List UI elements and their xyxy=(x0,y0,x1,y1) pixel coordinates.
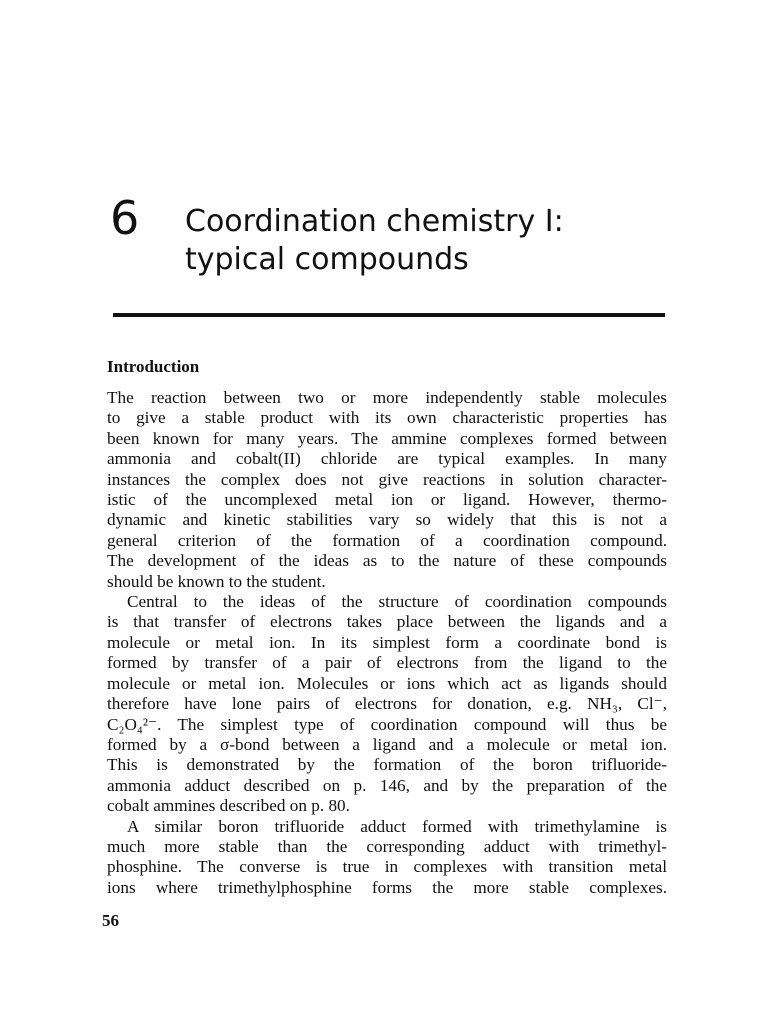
text-line: is that transfer of electrons takes place between the ligands and a xyxy=(107,612,667,632)
page-number: 56 xyxy=(102,911,119,930)
text-line: A similar boron trifluoride adduct formed with trimethylamine is xyxy=(127,816,667,836)
text-line: ammonia adduct described on p. 146, and by the preparation of the xyxy=(107,775,667,795)
text-line: cobalt ammines described on p. 80. xyxy=(107,796,350,816)
text-line: instances the complex does not give reactions in solution character- xyxy=(107,469,667,489)
text-line: dynamic and kinetic stabilities vary so widely that this is not a xyxy=(107,510,667,530)
text-line: should be known to the student. xyxy=(107,571,326,591)
text-line: to give a stable product with its own characteristic properties has xyxy=(107,408,667,428)
text-line: The development of the ideas as to the nature of these compounds xyxy=(107,551,667,571)
text-line: formed by transfer of a pair of electrons from the ligand to the xyxy=(107,653,667,673)
text-line: molecule or metal ion. Molecules or ions which act as ligands should xyxy=(107,673,667,693)
title-rule xyxy=(113,313,665,317)
text-line: The reaction between two or more independently stable molecules xyxy=(107,388,667,407)
text-line: much more stable than the corresponding adduct with trimethyl- xyxy=(107,836,667,856)
chapter-title-line: typical compounds xyxy=(185,242,469,277)
text-line: ammonia and cobalt(II) chloride are typical examples. In many xyxy=(107,449,667,469)
text-line: been known for many years. The ammine complexes formed between xyxy=(107,428,667,448)
chapter-title-line: Coordination chemistry I: xyxy=(185,204,564,239)
section-heading: Introduction xyxy=(107,357,200,376)
text-line: ions where trimethylphosphine forms the more stable complexes. xyxy=(107,877,667,897)
text-line: therefore have lone pairs of electrons for donation, e.g. NH₃, Cl⁻, xyxy=(107,694,667,714)
text-line: phosphine. The converse is true in complexes with transition metal xyxy=(107,857,667,877)
chapter-title xyxy=(185,203,564,279)
chapter-number: 6 xyxy=(110,191,140,245)
text-line: general criterion of the formation of a coordination compound. xyxy=(107,530,667,550)
text-line: This is demonstrated by the formation of the boron trifluoride- xyxy=(107,755,667,775)
body-text xyxy=(107,388,667,898)
text-line: C₂O₄²⁻. The simplest type of coordination compound will thus be xyxy=(107,714,667,734)
text-line: molecule or metal ion. In its simplest form a coordinate bond is xyxy=(107,632,667,652)
text-line: formed by a σ-bond between a ligand and a molecule or metal ion. xyxy=(107,734,667,754)
text-line: istic of the uncomplexed metal ion or ligand. However, thermo- xyxy=(107,490,667,510)
text-line: Central to the ideas of the structure of coordination compounds xyxy=(127,592,667,612)
